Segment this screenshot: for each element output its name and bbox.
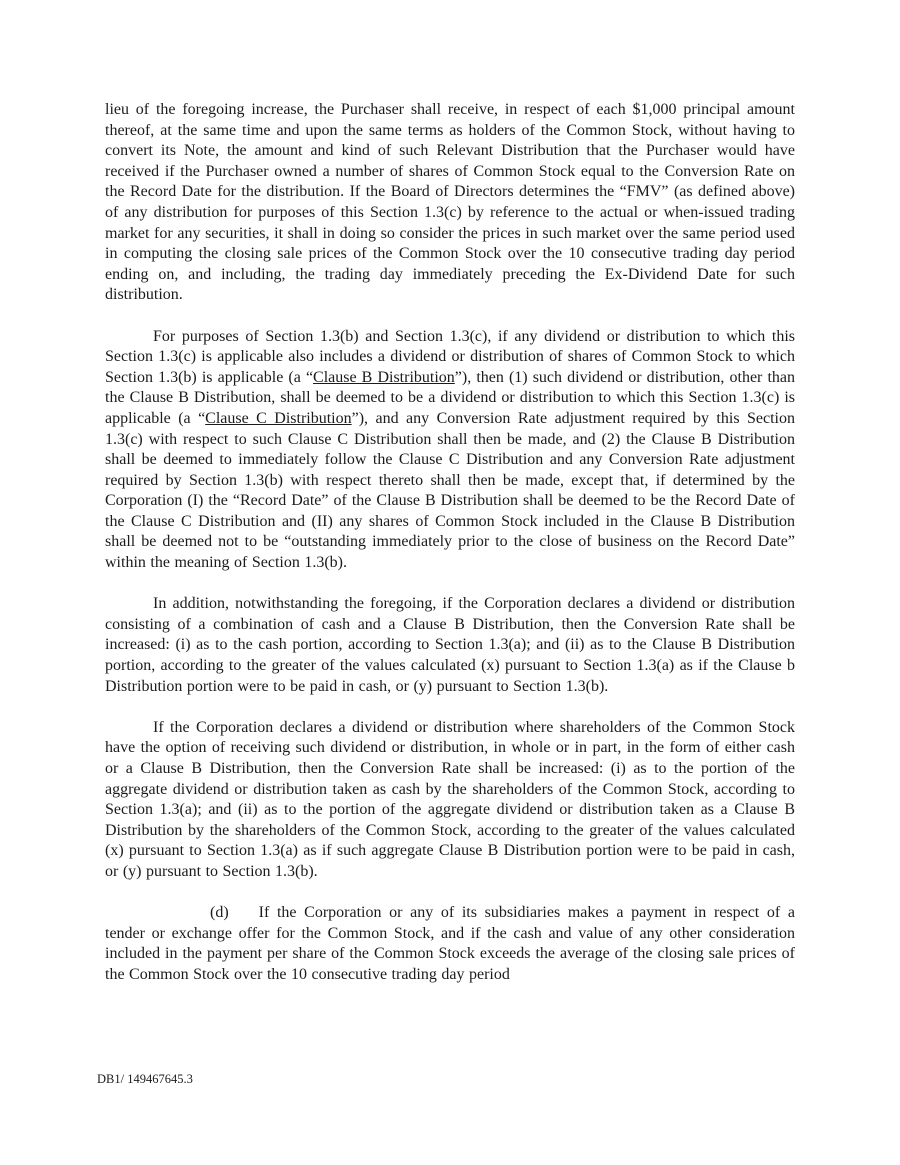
paragraph-1 (105, 100, 795, 306)
paragraph-3-text: In addition, notwithstanding the foregoing, if the Corporation declares a dividend or distribution consisting of a combination of cash and a Clause B Distribution, then the Conversion Rate shall be increased: (i) as to the cash portion, according to Section 1.3(a); and (ii) as to the Clause B Distribution portion, according to the greater of the values calculated (x) pursuant to Section 1.3(a) as if the Clause b Distribution portion were to be paid in cash, or (y) pursuant to Section 1.3(b). (105, 595, 795, 695)
paragraph-2 (105, 327, 795, 574)
document-number-footer: DB1/ 149467645.3 (97, 1072, 193, 1086)
paragraph-5-text: If the Corporation or any of its subsidiaries makes a payment in respect of a tender or exchange offer for the Common Stock, and if the cash and value of any other consideration included in the payment per share of the Common Stock exceeds the average of the closing sale prices of the Common Stock over the 10 consecutive trading day period (105, 904, 795, 983)
paragraph-2-text: For purposes of Section 1.3(b) and Section 1.3(c), if any dividend or distribution to which this Section 1.3(c) is applicable also includes a dividend or distribution of shares of Common Stock to which Section 1.3(b) is applicable (a “ (105, 327, 795, 386)
defined-term-clause-b-distribution: Clause B Distribution (313, 368, 455, 386)
paragraph-2-text: ”), then (1) such dividend or distribution, other than the Clause B Distribution, shall be deemed to be a dividend or distribution to which this Section 1.3(c) is applicable (a “ (105, 368, 796, 427)
paragraph-1-text: lieu of the foregoing increase, the Purchaser shall receive, in respect of each $1,000 principal amount thereof, at the same time and upon the same terms as holders of the Common Stock, without having to convert its Note, the amount and kind of such Relevant Distribution that the Purchaser would have received if the Purchaser owned a number of shares of Common Stock equal to the Conversion Rate on the Record Date for the distribution. If the Board of Directors determines the “FMV” (as defined above) of any distribution for purposes of this Section 1.3(c) by reference to the actual or when-issued trading market for any securities, it shall in doing so consider the prices in such market over the same period used in computing the closing sale prices of the Common Stock over the 10 consecutive trading day period ending on, and including, the trading day immediately preceding the Ex-Dividend Date for such distribution. (105, 101, 795, 304)
paragraph-4 (105, 718, 795, 883)
defined-term-clause-c-distribution: Clause C Distribution (205, 409, 352, 427)
paragraph-5 (105, 903, 795, 985)
paragraph-2-text: ”), and any Conversion Rate adjustment required by this Section 1.3(c) with respect to such Clause C Distribution shall then be made, and (2) the Clause B Distribution shall be deemed to immediately follow the Clause C Distribution and any Conversion Rate adjustment required by Section 1.3(b) with respect thereto shall then be made, except that, if determined by the Corporation (I) the “Record Date” of the Clause B Distribution shall be deemed to be the Record Date of the Clause C Distribution and (II) any shares of Common Stock included in the Clause B Distribution shall be deemed not to be “outstanding immediately prior to the close of business on the Record Date” within the meaning of Section 1.3(b). (105, 409, 795, 572)
paragraph-3 (105, 594, 795, 697)
clause-d-label: (d) (210, 904, 229, 922)
paragraph-4-text: If the Corporation declares a dividend or distribution where shareholders of the Common Stock have the option of receiving such dividend or distribution, in whole or in part, in the form of either cash or a Clause B Distribution, then the Conversion Rate shall be increased: (i) as to the portion of the aggregate dividend or distribution taken as cash by the shareholders of the Common Stock, according to Section 1.3(a); and (ii) as to the portion of the aggregate dividend or distribution taken as a Clause B Distribution by the shareholders of the Common Stock, according to the greater of the values calculated (x) pursuant to Section 1.3(a) as if such aggregate Clause B Distribution portion were to be paid in cash, or (y) pursuant to Section 1.3(b). (105, 718, 795, 880)
